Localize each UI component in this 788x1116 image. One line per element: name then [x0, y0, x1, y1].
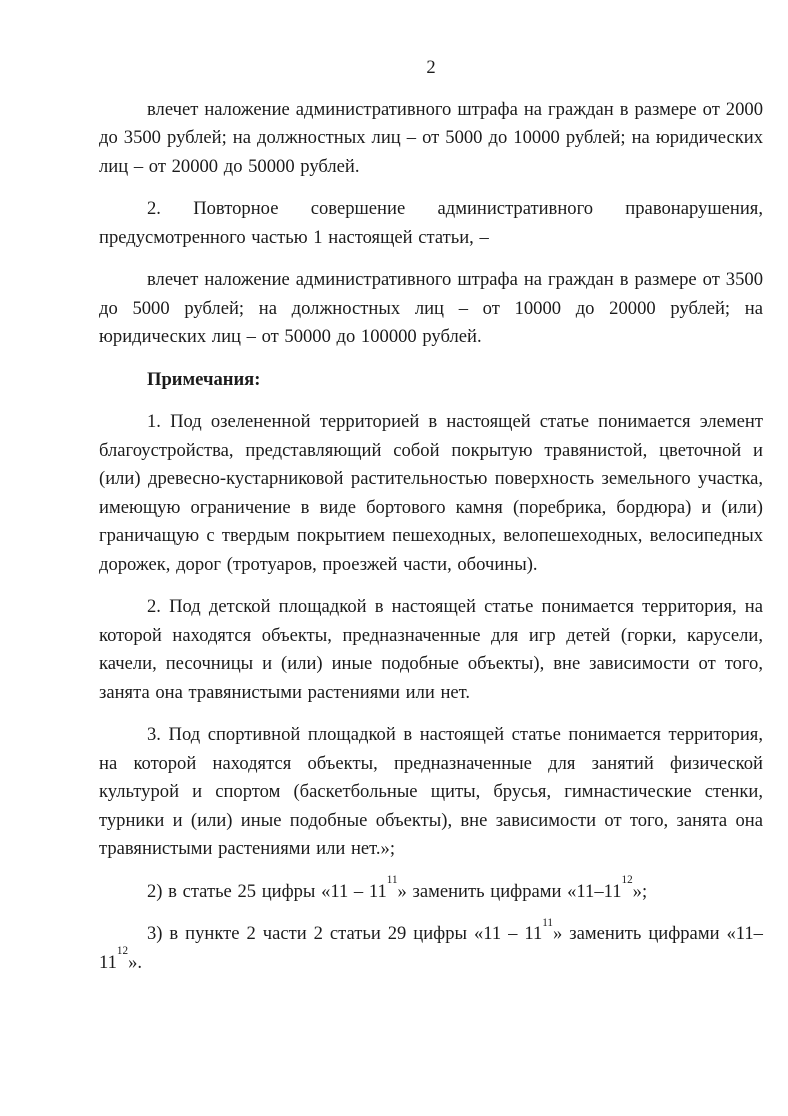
paragraph-note-1: 1. Под озелененной территорией в настоящей статье понимается элемент благоустройства, представляющий собой покрытую травянистой, цветочной и (или) древесно-кустарниковой растительностью поверхность земельного участка, имеющую ограничение в виде бортового камня (поребрика, бордюра) и (или) граничащую с твердым покрытием пешеходных, велопешеходных, велосипедных дорожек, дорог (тротуаров, проезжей части, обочины).: [99, 411, 763, 575]
amendment-3-text-2: » заменить цифрами «11–11: [99, 923, 763, 973]
paragraph-note-3: 3. Под спортивной площадкой в настоящей статье понимается территория, на которой находятся объекты, предназначенные для занятий физической культурой и спортом (баскетбольные щиты, брусья, гимнастические стенки, турники и (или) иные подобные объекты), вне зависимости от того, занята она травянистыми растениями или нет.»;: [99, 724, 763, 859]
amendment-2-text-3: »;: [632, 880, 648, 902]
paragraph-repeat-offense-clause: 2. Повторное совершение административного правонарушения, предусмотренного частью 1 настоящей статьи, –: [99, 198, 763, 248]
amendment-2-text-1: 2) в статье 25 цифры «11 – 11: [147, 880, 387, 902]
amendment-3-text-3: ».: [128, 951, 143, 973]
amendment-3-superscript-2: 12: [116, 945, 129, 958]
amendment-2-superscript-2: 12: [621, 874, 633, 887]
paragraph-fine-clause-2: влечет наложение административного штрафа на граждан в размере от 3500 до 5000 рублей; на должностных лиц – от 10000 до 20000 рублей; на юридических лиц – от 50000 до 100000 рублей.: [99, 269, 763, 347]
paragraph-fine-clause-1: влечет наложение административного штрафа на граждан в размере от 2000 до 3500 рублей; на должностных лиц – от 5000 до 10000 рублей; на юридических лиц – от 20000 до 50000 рублей.: [99, 98, 763, 177]
amendment-2-text-2: » заменить цифрами «11–11: [397, 880, 622, 902]
page-number: 2: [426, 57, 436, 78]
amendment-3-superscript-1: 11: [542, 916, 553, 929]
amendment-3-text-1: 3) в пункте 2 части 2 статьи 29 цифры «11 – 11: [147, 923, 543, 944]
paragraph-amendment-3: [99, 916, 763, 977]
paragraph-note-2: 2. Под детской площадкой в настоящей статье понимается территория, на которой находятся объекты, предназначенные для игр детей (горки, карусели, качели, песочницы и (или) иные подобные объекты), вне зависимости от того, занята она травянистыми растениями или нет.: [99, 596, 763, 703]
paragraph-amendment-2: [99, 874, 763, 907]
amendment-2-superscript-1: 11: [386, 874, 398, 887]
notes-heading: Примечания:: [147, 368, 261, 390]
